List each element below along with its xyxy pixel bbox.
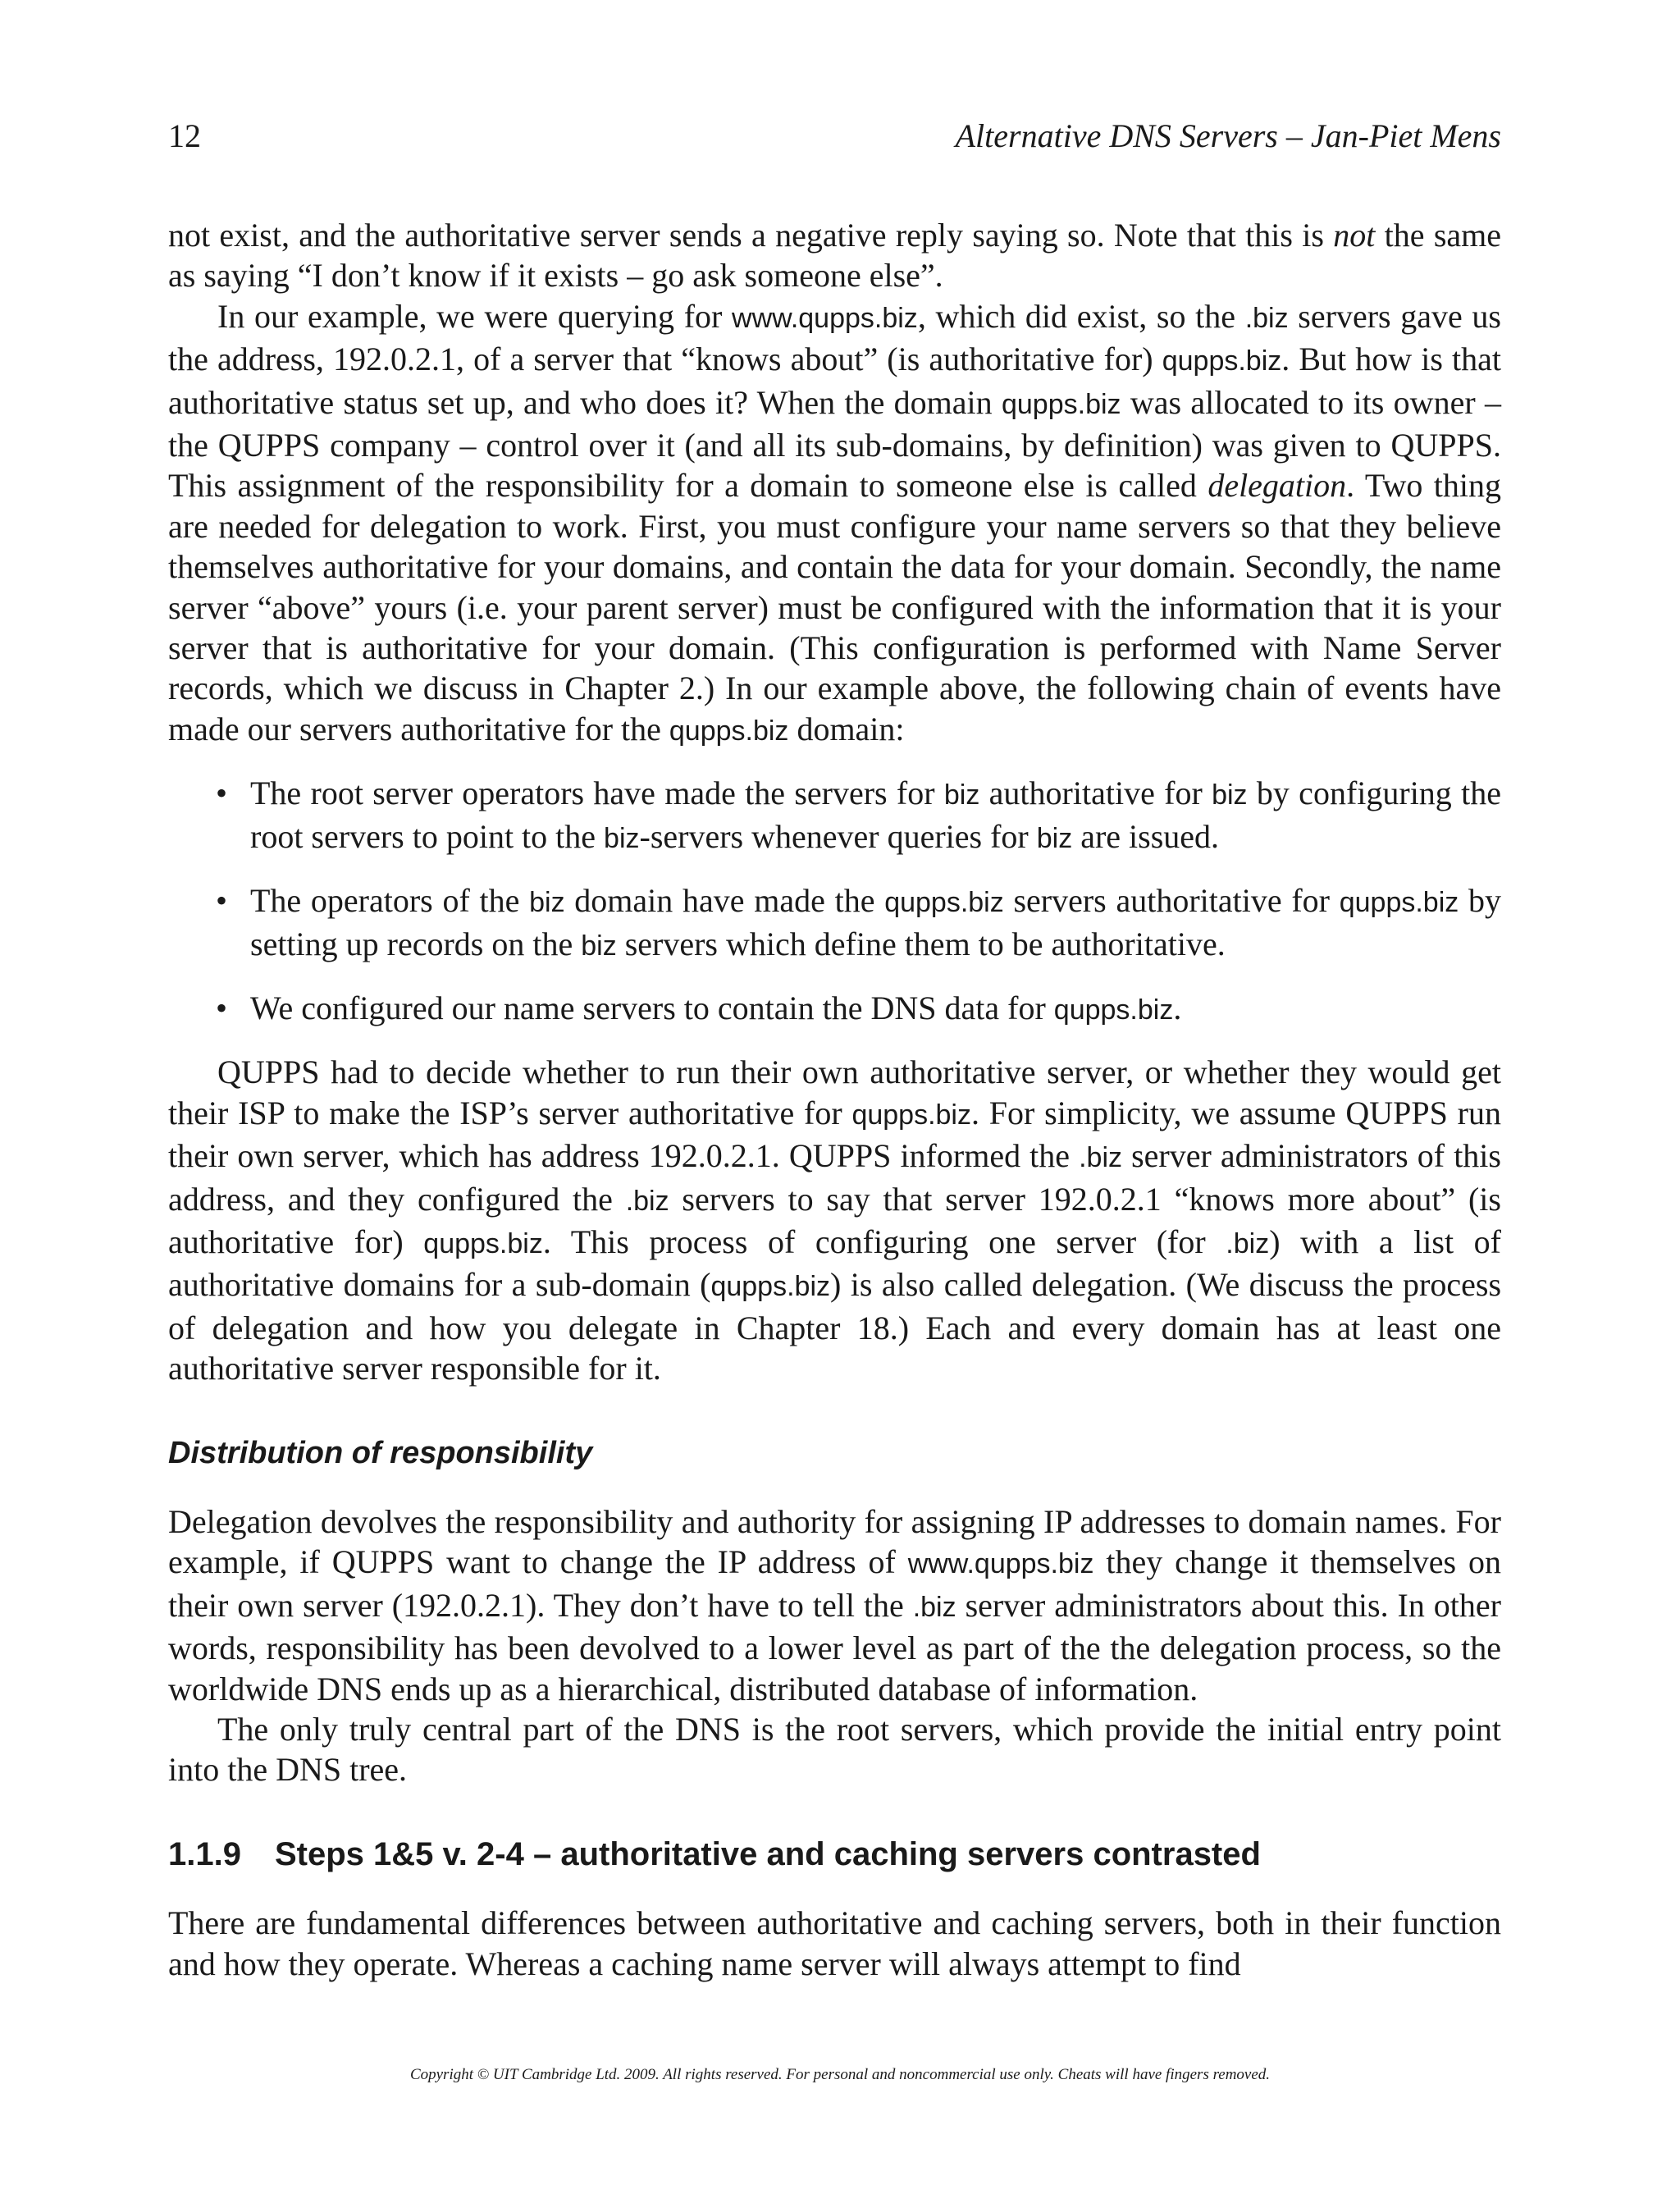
running-title: Alternative DNS Servers – Jan-Piet Mens (955, 117, 1501, 154)
bullet-icon: • (216, 882, 228, 920)
bullet-icon: • (216, 775, 228, 812)
list-item: • The operators of the biz domain have made the qupps.biz servers authoritative for qupps.biz by setting up records on the biz servers which define them to be authoritative. (216, 882, 1501, 962)
paragraph-3: QUPPS had to decide whether to run their own authoritative server, or whether they would get their ISP to make the ISP’s server authoritative for qupps.biz. For simplicity, we assume QUPPS run their own server, which has address 192.0.2.1. QUPPS informed the .biz server administrators of this address, and they configured the .biz servers to say that server 192.0.2.1 “knows more about” (is authoritative for) qupps.biz. This process of configuring one server (for .biz) with a list of authoritative domains for a sub-domain (qupps.biz) is also called delegation. (We discuss the process of delegation and how you delegate in Chapter 18.) Each and every domain has at least one authoritative server responsible for it. (168, 1054, 1502, 1387)
section-number: 1.1.9 (168, 1835, 241, 1872)
bullet-icon: • (216, 989, 228, 1026)
section-title: Steps 1&5 v. 2-4 – authoritative and caching servers contrasted (275, 1835, 1261, 1872)
bullet-list (168, 773, 1501, 1031)
page-number: 12 (168, 117, 201, 154)
page-body (168, 215, 1501, 1984)
paragraph-2: In our example, we were querying for www.qupps.biz, which did exist, so the .biz servers gave us the address, 192.0.2.1, of a server that “knows about” (is authoritative for) qupps.biz. But how is that authoritative status set up, and who does it? When the domain qupps.biz was allocated to its owner – the QUPPS company – control over it (and all its sub-domains, by definition) was given to QUPPS. This assignment of the responsibility for a domain to someone else is called delegation. Two thing are needed for delegation to work. First, you must configure your name servers so that they believe themselves authoritative for your domains, and contain the data for your domain. Secondly, the name server “above” yours (i.e. your parent server) must be configured with the information that it is your server that is authoritative for your domain. (This configuration is performed with Name Server records, which we discuss in Chapter 2.) In our example above, the following chain of events have made our servers authoritative for the qupps.biz domain: (168, 297, 1502, 747)
paragraph-1: not exist, and the authoritative server sends a negative reply saying so. Note that this is not the same as saying “I don’t know if it exists – go ask someone else”. (168, 217, 1502, 295)
subsection-heading: Distribution of responsibility (168, 1435, 593, 1470)
list-item: • We configured our name servers to contain the DNS data for qupps.biz. (168, 988, 1501, 1031)
list-item: • The root server operators have made the servers for biz authoritative for biz by configuring the root servers to point to the biz-servers whenever queries for biz are issued. (216, 775, 1501, 855)
copyright-footer: Copyright © UIT Cambridge Ltd. 2009. All rights reserved. For personal and noncommercial use only. Cheats will have fingers removed. (409, 2066, 1271, 2083)
paragraph-5: The only truly central part of the DNS is the root servers, which provide the initial entry point into the DNS tree. (168, 1711, 1501, 1789)
section-heading (168, 1835, 1501, 1875)
paragraph-4: Delegation devolves the responsibility and authority for assigning IP addresses to domain names. For example, if QUPPS want to change the IP address of www.qupps.biz they change it themselves on their own server (192.0.2.1). They don’t have to tell the .biz server administrators about this. In other words, responsibility has been devolved to a lower level as part of the the delegation process, so the worldwide DNS ends up as a hierarchical, distributed database of information. (168, 1502, 1502, 1707)
paragraph-6: There are fundamental differences between authoritative and caching servers, both in their function and how they operate. Whereas a caching name server will always attempt to find (168, 1904, 1501, 1982)
